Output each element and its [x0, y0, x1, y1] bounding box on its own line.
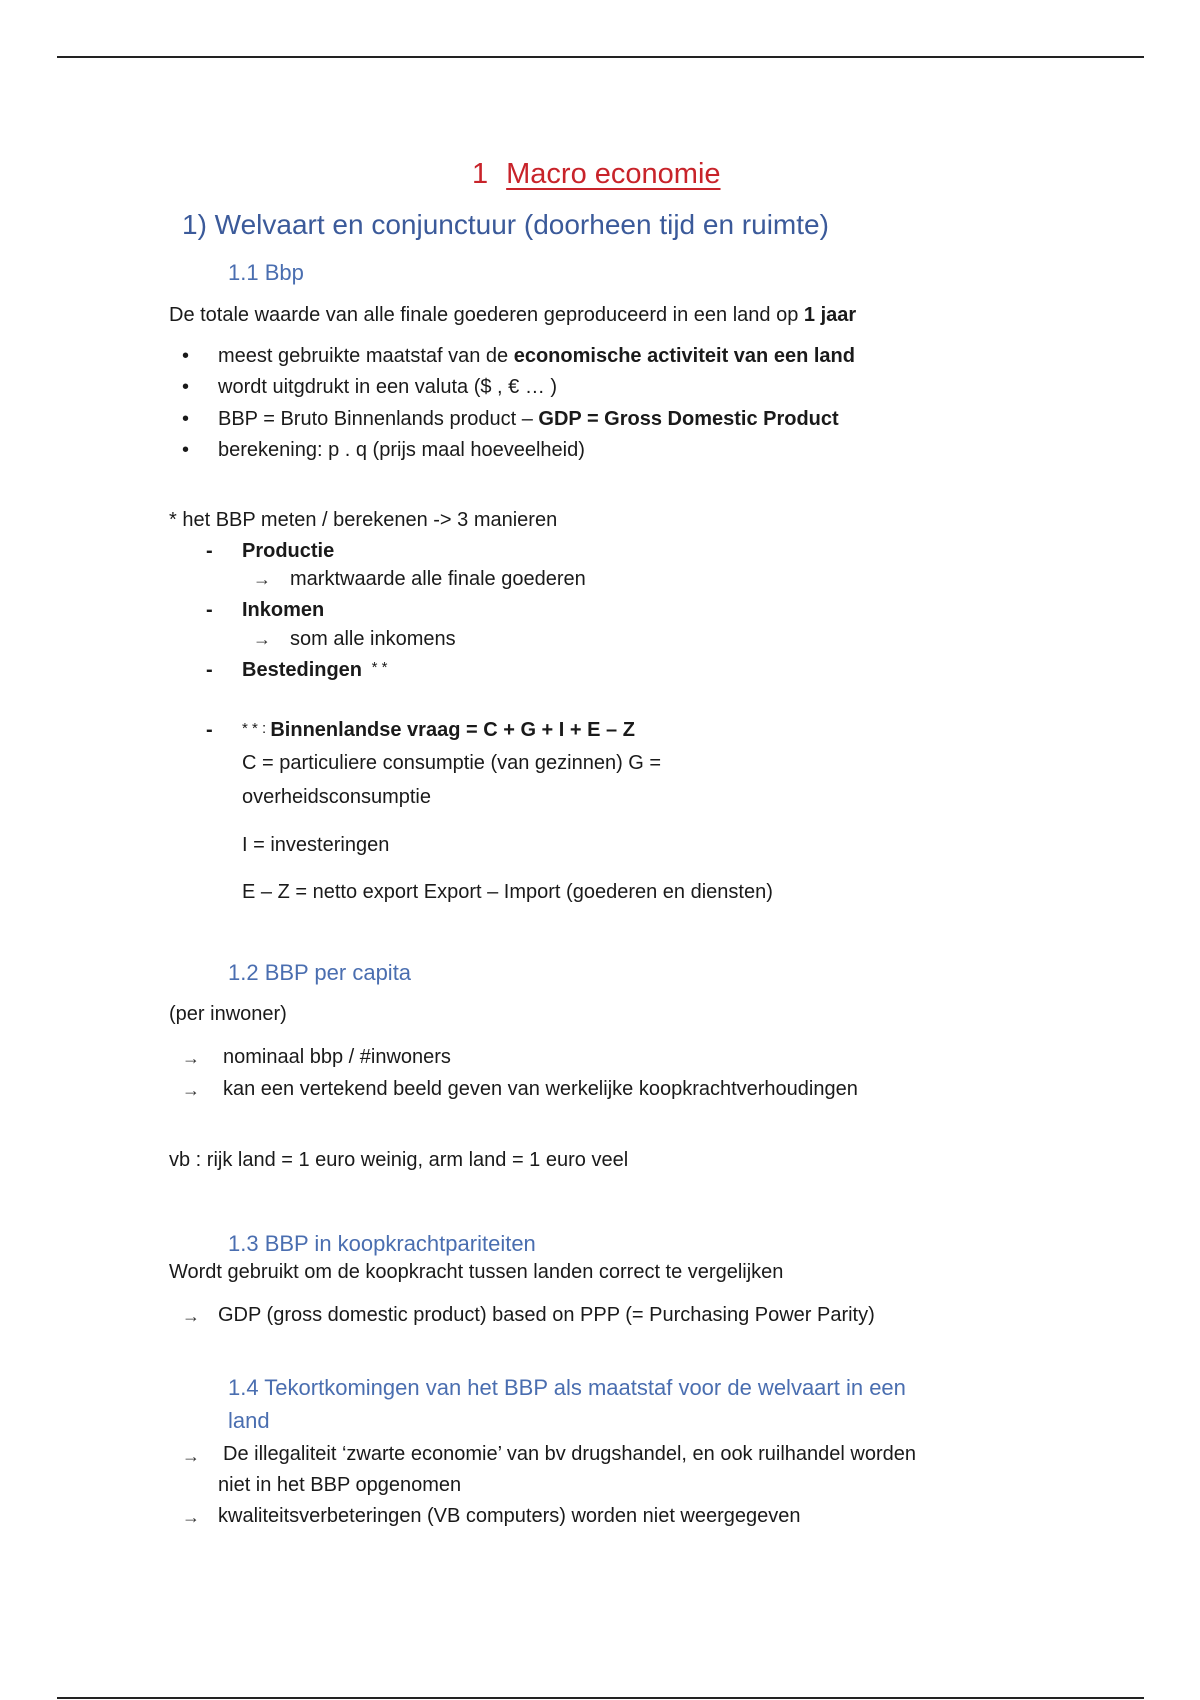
section-heading: 1) Welvaart en conjunctuur (doorheen tijd en ruimte): [182, 209, 829, 240]
bullet-icon: •: [182, 408, 190, 430]
list-item: kan een vertekend beeld geven van werkelijke koopkrachtverhoudingen: [223, 1078, 858, 1100]
ppp-description: Wordt gebruikt om de koopkracht tussen landen correct te vergelijken: [169, 1261, 784, 1283]
heading-number: 1: [472, 158, 489, 190]
arrow-icon: →: [182, 1507, 200, 1527]
bottom-rule: [57, 1697, 1144, 1699]
methods-intro: * het BBP meten / berekenen -> 3 manieren: [169, 509, 558, 531]
list-item: meest gebruikte maatstaf van de economische activiteit van een land: [218, 345, 855, 367]
bullet-icon: •: [182, 376, 190, 398]
arrow-icon: →: [182, 1306, 200, 1326]
list-item: wordt uitgdrukt in een valuta ($ , € … ): [218, 376, 558, 398]
arrow-icon: →: [182, 1446, 200, 1466]
subsection-heading-1-2: 1.2 BBP per capita: [228, 960, 412, 985]
dash-icon: -: [206, 719, 213, 741]
list-item: kwaliteitsverbeteringen (VB computers) worden niet weergegeven: [218, 1505, 801, 1527]
arrow-icon: →: [253, 569, 271, 589]
list-item: BBP = Bruto Binnenlands product – GDP = Gross Domestic Product: [218, 408, 839, 430]
formula-explanation: overheidsconsumptie: [242, 786, 431, 808]
method-bestedingen: Bestedingen * *: [242, 659, 388, 681]
formula-explanation: C = particuliere consumptie (van gezinnen) G =: [242, 752, 662, 774]
method-productie: Productie: [242, 540, 335, 562]
domestic-demand-formula: * * : Binnenlandse vraag = C + G + I + E – Z: [242, 719, 635, 741]
dash-icon: -: [206, 540, 213, 562]
arrow-icon: →: [253, 629, 271, 649]
per-capita-note: (per inwoner): [169, 1003, 287, 1025]
example-text: vb : rijk land = 1 euro weinig, arm land = 1 euro veel: [169, 1149, 629, 1171]
list-item: nominaal bbp / #inwoners: [223, 1046, 451, 1068]
method-inkomen-detail: som alle inkomens: [290, 628, 456, 650]
formula-explanation: E – Z = netto export Export – Import (goederen en diensten): [242, 881, 773, 903]
subsection-heading-1-4: 1.4 Tekortkomingen van het BBP als maatstaf voor de welvaart in een: [228, 1375, 906, 1400]
method-inkomen: Inkomen: [242, 599, 325, 621]
top-rule: [57, 56, 1144, 58]
list-item-cont: niet in het BBP opgenomen: [218, 1474, 462, 1496]
list-item: De illegaliteit ‘zwarte economie’ van bv drugshandel, en ook ruilhandel worden: [223, 1443, 916, 1465]
arrow-icon: →: [182, 1080, 200, 1100]
bullet-icon: •: [182, 345, 190, 367]
subsection-heading-1-3: 1.3 BBP in koopkrachtpariteiten: [228, 1231, 536, 1256]
subsection-heading-1-1: 1.1 Bbp: [228, 260, 304, 285]
dash-icon: -: [206, 599, 213, 621]
arrow-icon: →: [182, 1048, 200, 1068]
formula-explanation: I = investeringen: [242, 834, 390, 856]
bullet-icon: •: [182, 439, 190, 461]
subsection-heading-1-4-cont: land: [228, 1408, 270, 1433]
dash-icon: -: [206, 659, 213, 681]
heading-title: Macro economie: [506, 158, 721, 190]
list-item: GDP (gross domestic product) based on PPP (= Purchasing Power Parity): [218, 1304, 875, 1326]
bbp-definition: De totale waarde van alle finale goederen geproduceerd in een land op 1 jaar: [169, 304, 857, 326]
method-productie-detail: marktwaarde alle finale goederen: [290, 568, 586, 590]
page-title: [472, 158, 721, 191]
list-item: berekening: p . q (prijs maal hoeveelheid): [218, 439, 585, 461]
